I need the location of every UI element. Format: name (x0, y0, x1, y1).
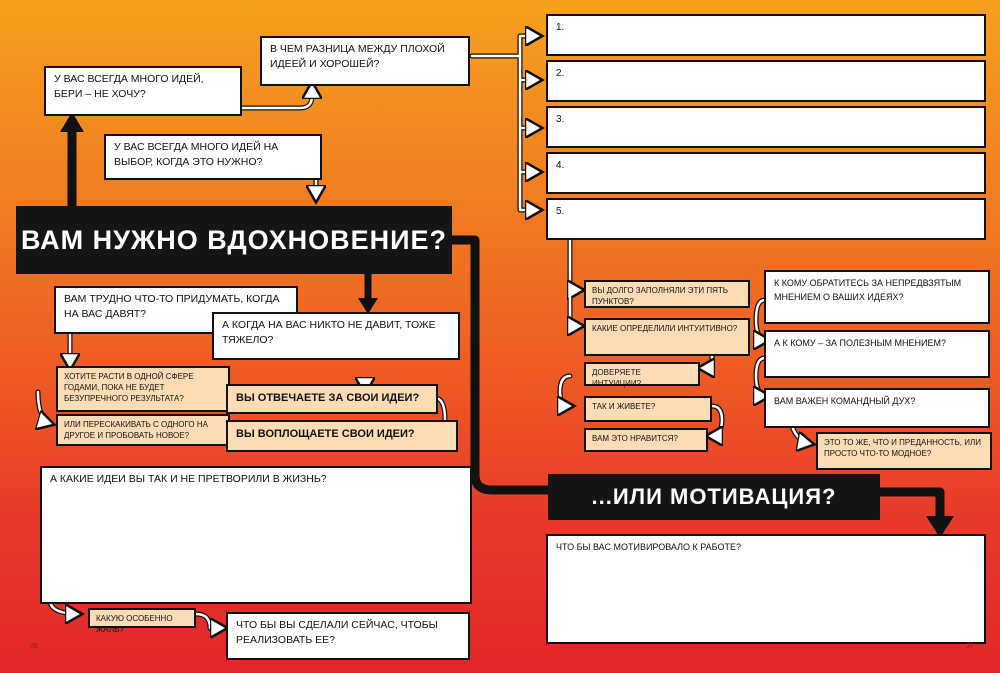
question-text: К КОМУ ОБРАТИТЕСЬ ЗА НЕПРЕДВЗЯТЫМ МНЕНИЕМ О ВАШИХ ИДЕЯХ? (774, 278, 962, 302)
question-no-pressure (212, 312, 460, 360)
answer-item-5[interactable] (546, 198, 986, 240)
question-text: А КОГДА НА ВАС НИКТО НЕ ДАВИТ, ТОЖЕ ТЯЖЕЛО? (222, 319, 436, 346)
question-text: ЧТО БЫ ВАС МОТИВИРОВАЛО К РАБОТЕ? (556, 542, 741, 552)
question-live (584, 396, 712, 422)
heading-inspiration (16, 206, 452, 274)
question-text: ТАК И ЖИВЕТЕ? (592, 402, 656, 411)
question-text: В ЧЕМ РАЗНИЦА МЕЖДУ ПЛОХОЙ ИДЕЕЙ И ХОРОШЕЙ? (270, 43, 445, 70)
item-number: 2. (556, 68, 565, 79)
answer-unrealized-ideas[interactable] (40, 466, 472, 604)
answer-item-4[interactable] (546, 152, 986, 194)
question-regret (88, 608, 196, 634)
item-number: 1. (556, 22, 565, 33)
question-text: ВАМ ВАЖЕН КОМАНДНЫЙ ДУХ? (774, 396, 916, 406)
heading-text: ...ИЛИ МОТИВАЦИЯ? (591, 484, 837, 509)
question-like (584, 428, 708, 452)
question-text: ЧТО БЫ ВЫ СДЕЛАЛИ СЕЙЧАС, ЧТОБЫ РЕАЛИЗОВАТЬ ЕЕ? (236, 619, 438, 646)
question-intuitive (584, 318, 750, 356)
question-text: ВАМ ТРУДНО ЧТО-ТО ПРИДУМАТЬ, КОГДА НА ВАС ДАВЯТ? (64, 293, 280, 320)
question-text: ХОТИТЕ РАСТИ В ОДНОЙ СФЕРЕ ГОДАМИ, ПОКА НЕ БУДЕТ БЕЗУПРЕЧНОГО РЕЗУЛЬТАТА? (64, 372, 194, 403)
item-number: 3. (556, 114, 565, 125)
question-text: КАКИЕ ОПРЕДЕЛИЛИ ИНТУИТИВНО? (592, 324, 738, 333)
question-text: ИЛИ ПЕРЕСКАКИВАТЬ С ОДНОГО НА ДРУГОЕ И ПРОБОВАТЬ НОВОЕ? (64, 420, 208, 440)
question-jump (56, 414, 230, 446)
item-number: 4. (556, 160, 565, 171)
heading-text: ВАМ НУЖНО ВДОХНОВЕНИЕ? (20, 224, 448, 255)
page-number-right: 37 (966, 643, 974, 650)
question-grow (56, 366, 230, 412)
question-text: А К КОМУ – ЗА ПОЛЕЗНЫМ МНЕНИЕМ? (774, 338, 947, 348)
question-text: ЭТО ТО ЖЕ, ЧТО И ПРЕДАННОСТЬ, ИЛИ ПРОСТО ЧТО-ТО МОДНОЕ? (824, 438, 981, 458)
question-text: ВАМ ЭТО НРАВИТСЯ? (592, 434, 678, 443)
question-choice (104, 134, 322, 180)
question-text: ВЫ ОТВЕЧАЕТЕ ЗА СВОИ ИДЕИ? (236, 392, 420, 404)
question-trust (584, 362, 700, 386)
question-text: КАКУЮ ОСОБЕННО ЖАЛЬ? (96, 614, 173, 634)
answer-now[interactable] (226, 612, 470, 660)
question-long-fill (584, 280, 750, 308)
item-number: 5. (556, 206, 565, 217)
question-useful[interactable] (764, 330, 990, 378)
question-text: А КАКИЕ ИДЕИ ВЫ ТАК И НЕ ПРЕТВОРИЛИ В ЖИЗНЬ? (50, 473, 327, 485)
question-text: ВЫ ВОПЛОЩАЕТЕ СВОИ ИДЕИ? (236, 428, 415, 440)
heading-motivation (548, 474, 880, 520)
page-number-left: 38 (30, 643, 38, 650)
question-text: ДОВЕРЯЕТЕ ИНТУИЦИИ? (592, 368, 642, 388)
question-many-ideas (44, 66, 242, 116)
question-team[interactable] (764, 388, 990, 428)
answer-item-1[interactable] (546, 14, 986, 56)
answer-item-3[interactable] (546, 106, 986, 148)
question-difference (260, 36, 470, 86)
question-implement (226, 420, 458, 452)
question-text: У ВАС ВСЕГДА МНОГО ИДЕЙ НА ВЫБОР, КОГДА ЭТО НУЖНО? (114, 141, 279, 168)
question-responsible (226, 384, 438, 414)
answer-motivated[interactable] (546, 534, 986, 644)
question-loyalty (816, 432, 992, 470)
answer-item-2[interactable] (546, 60, 986, 102)
question-unbiased[interactable] (764, 270, 990, 324)
question-text: У ВАС ВСЕГДА МНОГО ИДЕЙ, БЕРИ – НЕ ХОЧУ? (54, 73, 204, 100)
question-text: ВЫ ДОЛГО ЗАПОЛНЯЛИ ЭТИ ПЯТЬ ПУНКТОВ? (592, 286, 729, 306)
